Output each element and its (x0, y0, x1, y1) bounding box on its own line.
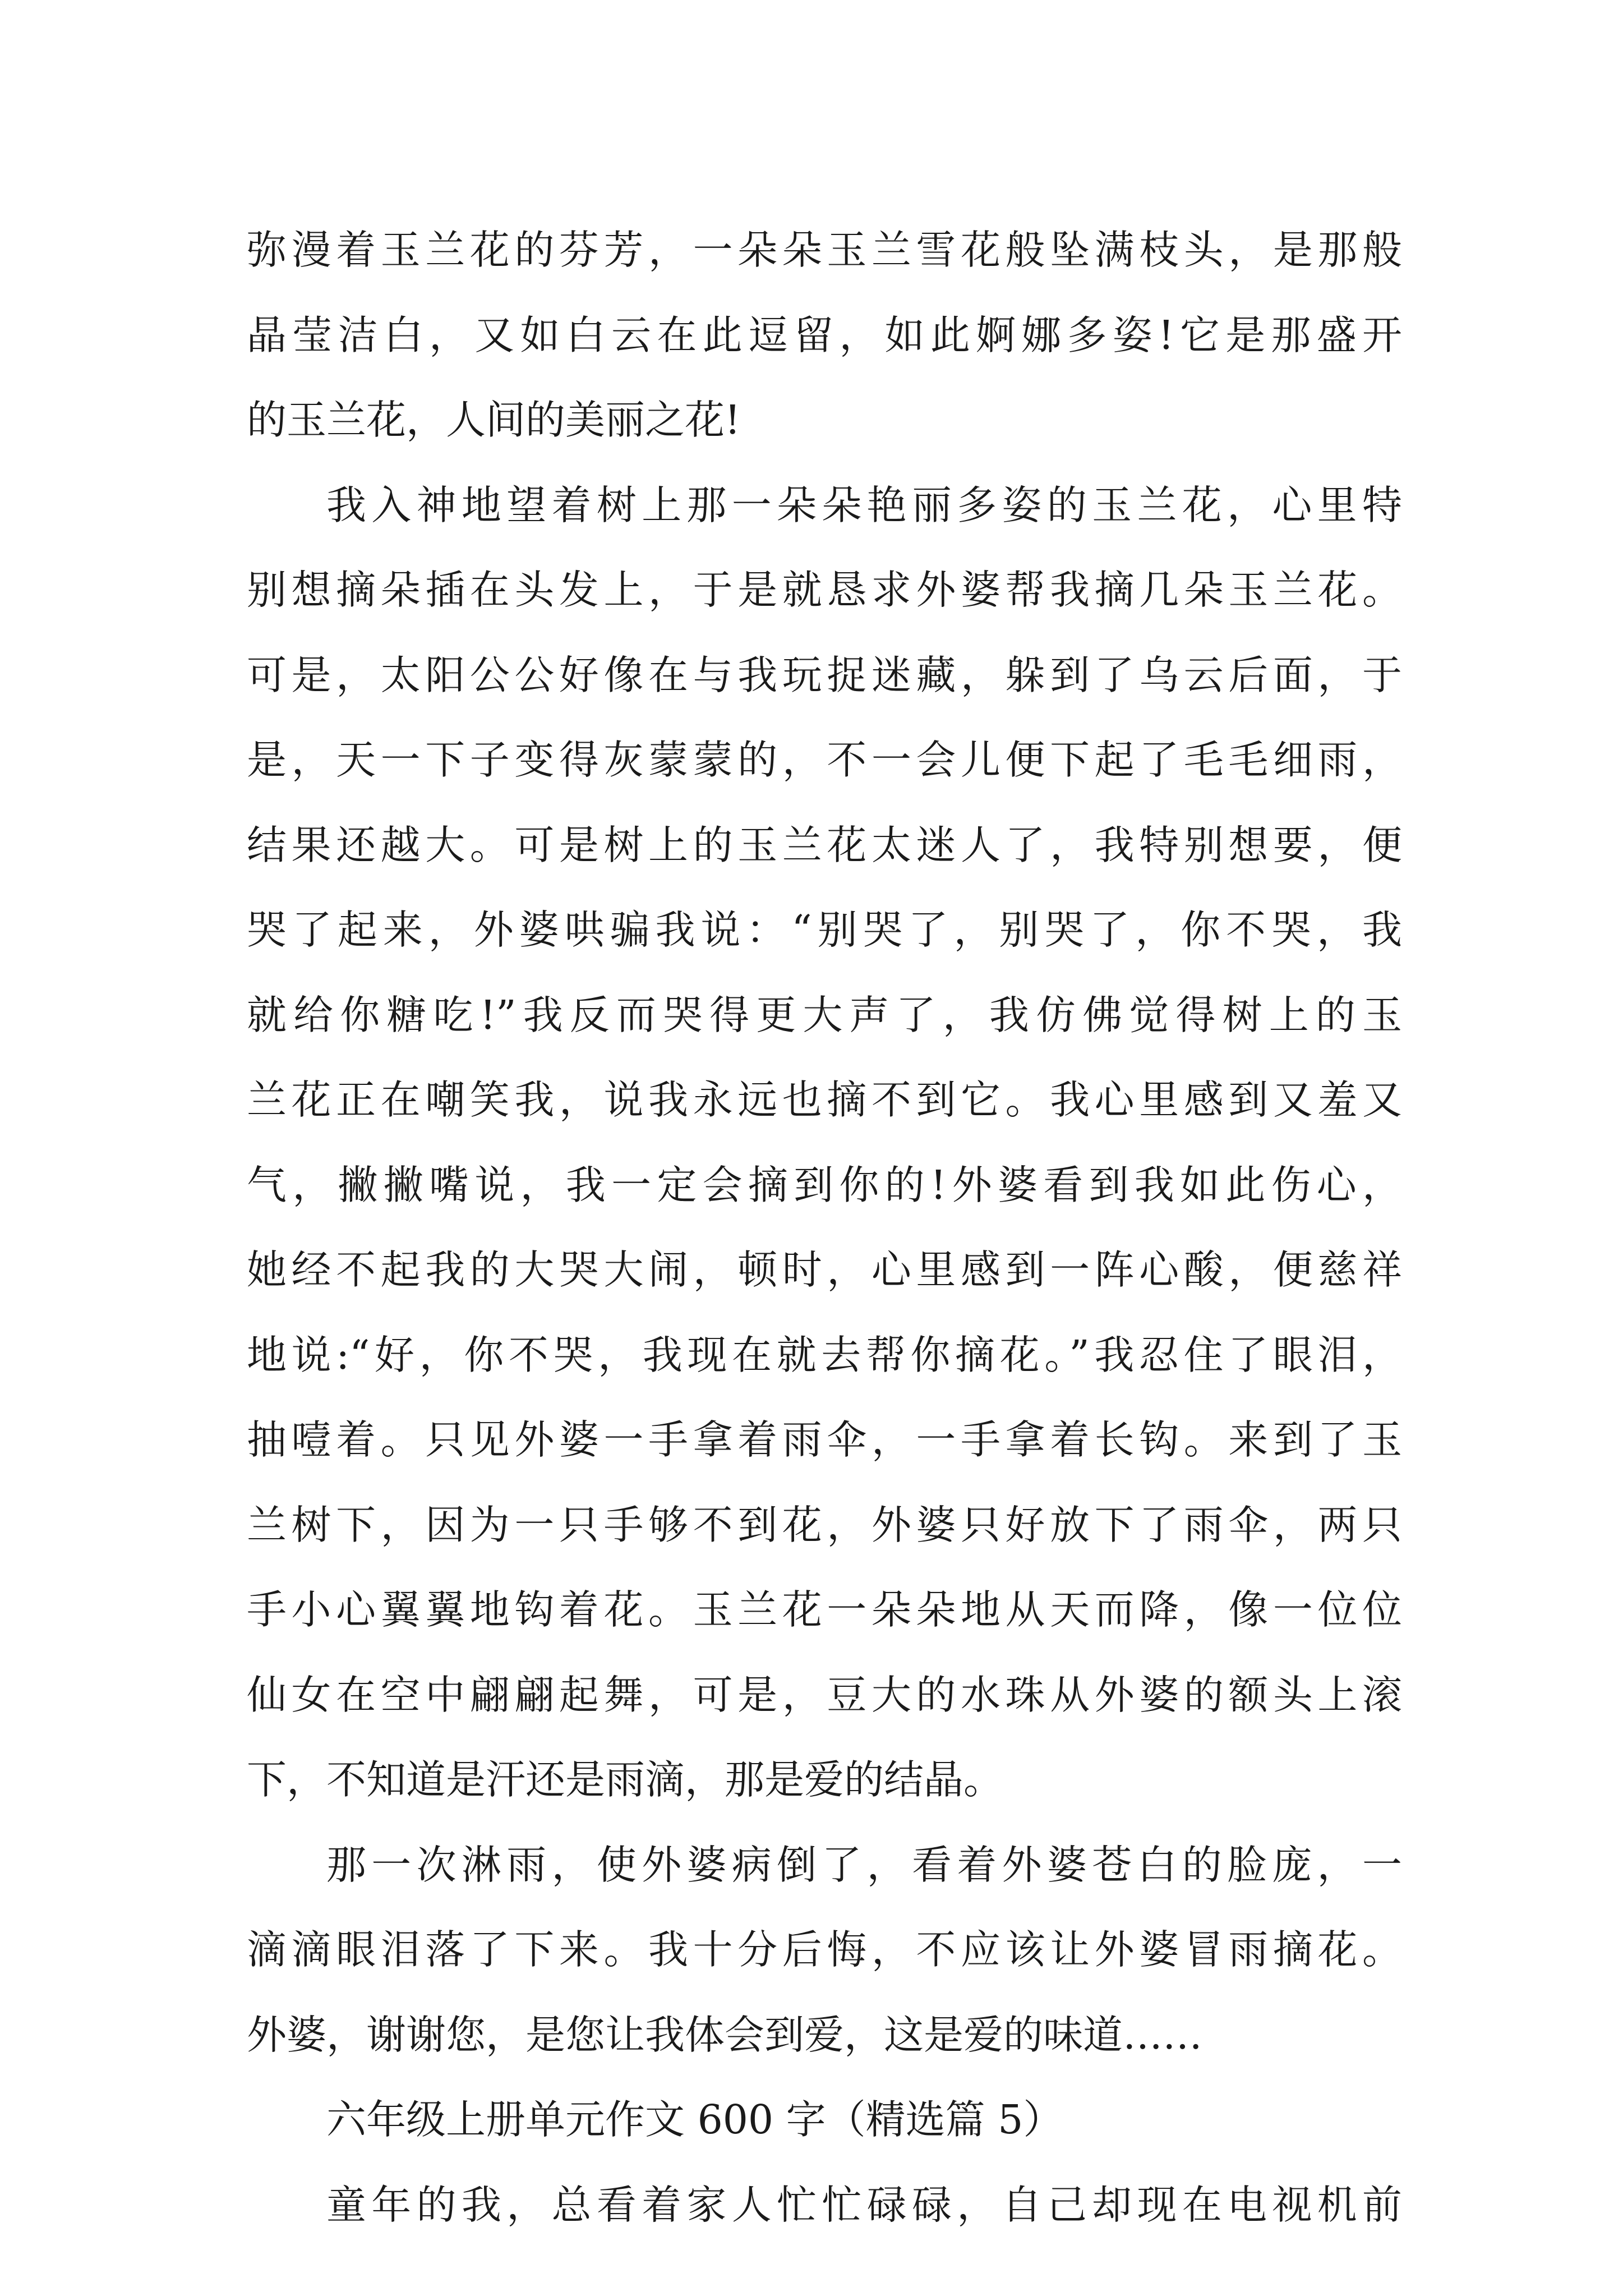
text-line: 外婆，谢谢您，是您让我体会到爱，这是爱的味道…… (247, 2011, 1203, 2058)
text-line: 下，不知道是汗还是雨滴，那是爱的结晶。 (247, 1756, 1004, 1803)
text-line: 结果还越大。可是树上的玉兰花太迷人了，我特别想要，便 (247, 821, 1402, 868)
text-line: 她经不起我的大哭大闹，顿时，心里感到一阵心酸，便慈祥 (247, 1246, 1402, 1293)
text-line: 兰花正在嘲笑我，说我永远也摘不到它。我心里感到又羞又 (247, 1076, 1402, 1123)
text-line: 气，撇撇嘴说，我一定会摘到你的!外婆看到我如此伤心， (247, 1161, 1402, 1208)
text-line: 弥漫着玉兰花的芬芳，一朵朵玉兰雪花般坠满枝头，是那般 (247, 227, 1402, 273)
text-line: 抽噎着。只见外婆一手拿着雨伞，一手拿着长钩。来到了玉 (247, 1416, 1402, 1463)
text-line: 我入神地望着树上那一朵朵艳丽多姿的玉兰花，心里特 (326, 481, 1402, 528)
body-text (247, 208, 1402, 2247)
text-line: 地说:“好，你不哭，我现在就去帮你摘花。”我忍住了眼泪， (247, 1331, 1402, 1378)
text-line: 滴滴眼泪落了下来。我十分后悔，不应该让外婆冒雨摘花。 (247, 1926, 1402, 1973)
text-line: 可是，太阳公公好像在与我玩捉迷藏，躲到了乌云后面，于 (247, 651, 1402, 698)
text-line: 的玉兰花，人间的美丽之花! (247, 397, 741, 443)
text-line: 那一次淋雨，使外婆病倒了，看着外婆苍白的脸庞，一 (326, 1841, 1402, 1888)
section-heading: 六年级上册单元作文 600 字（精选篇 5） (326, 2096, 1063, 2143)
text-line: 童年的我，总看着家人忙忙碌碌，自己却现在电视机前 (326, 2181, 1402, 2228)
text-line: 就给你糖吃!”我反而哭得更大声了，我仿佛觉得树上的玉 (247, 991, 1402, 1038)
text-line: 兰树下，因为一只手够不到花，外婆只好放下了雨伞，两只 (247, 1501, 1402, 1548)
text-line: 手小心翼翼地钩着花。玉兰花一朵朵地从天而降，像一位位 (247, 1586, 1402, 1633)
text-line: 晶莹洁白，又如白云在此逗留，如此婀娜多姿!它是那盛开 (247, 311, 1402, 358)
text-line: 仙女在空中翩翩起舞，可是，豆大的水珠从外婆的额头上滚 (247, 1671, 1402, 1718)
text-line: 哭了起来，外婆哄骗我说：“别哭了，别哭了，你不哭，我 (247, 907, 1402, 953)
text-line: 是，天一下子变得灰蒙蒙的，不一会儿便下起了毛毛细雨， (247, 737, 1402, 783)
text-line: 别想摘朵插在头发上，于是就恳求外婆帮我摘几朵玉兰花。 (247, 567, 1402, 613)
